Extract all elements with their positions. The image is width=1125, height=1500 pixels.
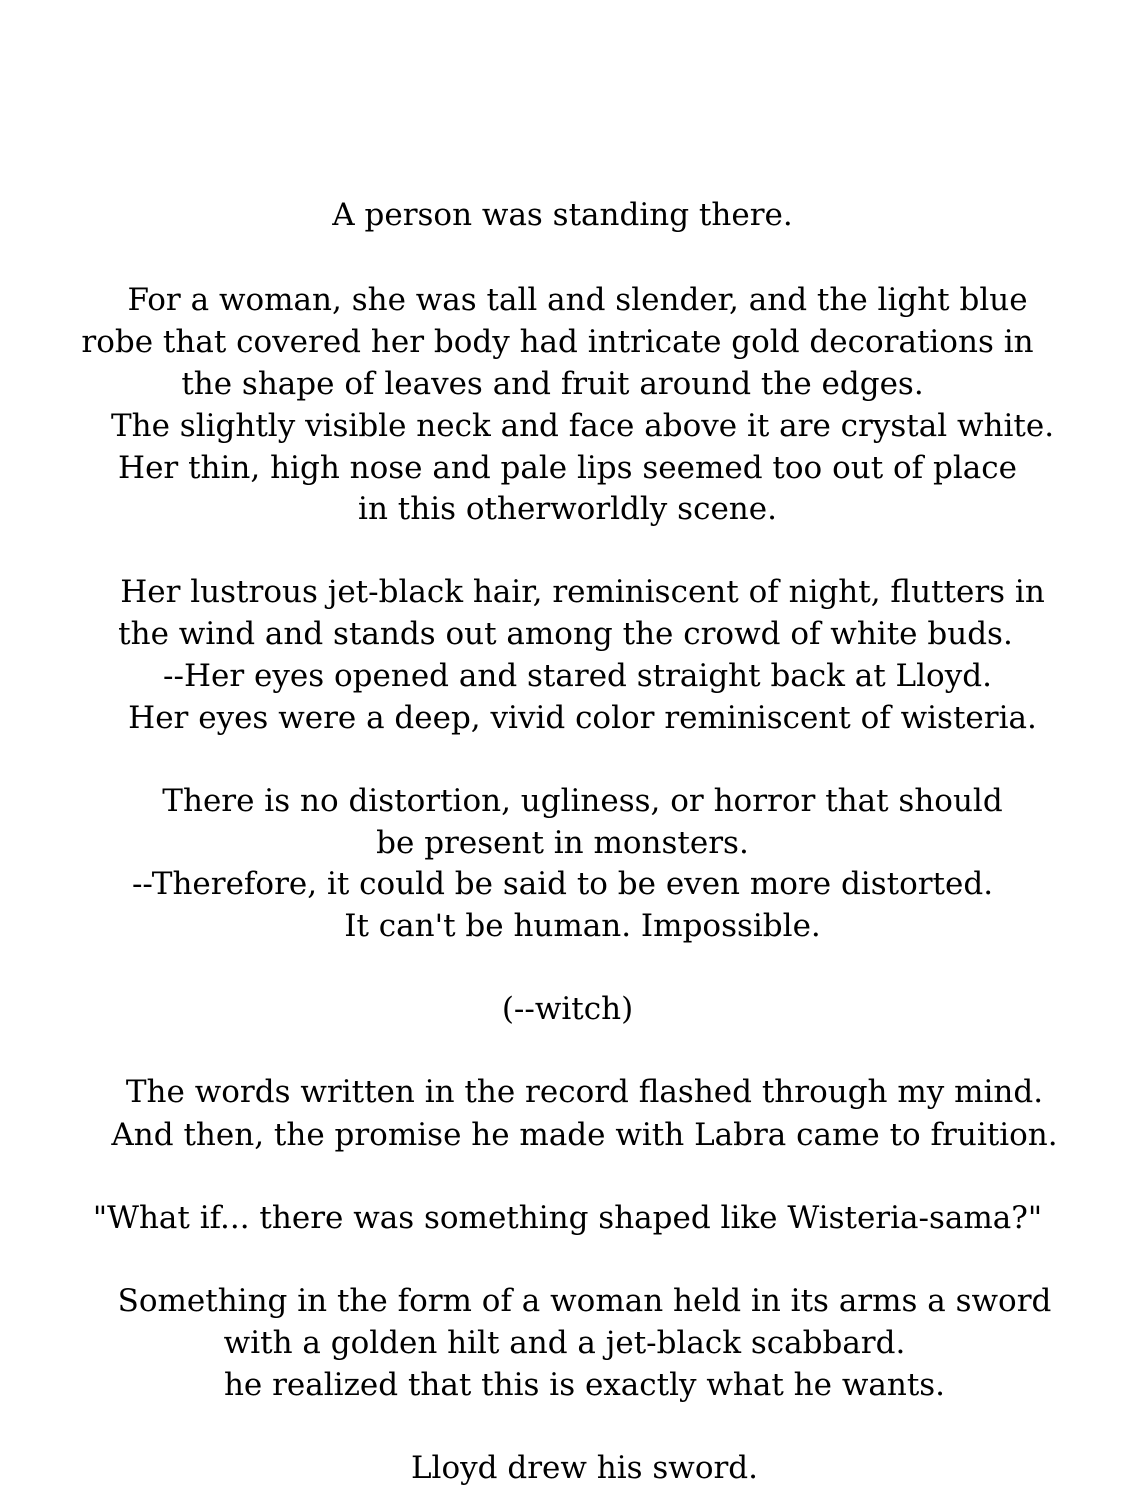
text-line: Her thin, high nose and pale lips seemed too out of place	[118, 450, 1017, 486]
text-line: be present in monsters.	[376, 825, 749, 861]
text-line: And then, the promise he made with Labra came to fruition.	[111, 1117, 1058, 1153]
text-line: The slightly visible neck and face above it are crystal white.	[110, 408, 1055, 444]
text-line: Something in the form of a woman held in its arms a sword	[117, 1283, 1052, 1319]
text-line: For a woman, she was tall and slender, and the light blue	[127, 282, 1028, 318]
text-line: with a golden hilt and a jet-black scabbard.	[223, 1325, 906, 1361]
text-line: "What if... there was something shaped like Wisteria-sama?"	[92, 1200, 1043, 1236]
text-line: Her eyes were a deep, vivid color reminiscent of wisteria.	[128, 700, 1037, 736]
text-line: robe that covered her body had intricate gold decorations in	[81, 324, 1034, 360]
text-line: in this otherworldly scene.	[358, 491, 777, 527]
text-line: --Therefore, it could be said to be even more distorted.	[131, 866, 994, 902]
text-line: There is no distortion, ugliness, or horror that should	[162, 783, 1003, 819]
text-line: (--witch)	[501, 991, 634, 1027]
text-line: Her lustrous jet-black hair, reminiscent of night, flutters in	[120, 574, 1045, 610]
text-line: It can't be human. Impossible.	[344, 908, 821, 944]
text-line: The words written in the record flashed through my mind.	[125, 1074, 1044, 1110]
text-line: the shape of leaves and fruit around the edges.	[181, 366, 924, 402]
text-line: he realized that this is exactly what he wants.	[223, 1367, 946, 1403]
text-line: Lloyd drew his sword.	[410, 1450, 759, 1486]
text-line: the wind and stands out among the crowd of white buds.	[118, 616, 1013, 652]
text-line: --Her eyes opened and stared straight back at Lloyd.	[163, 658, 992, 694]
text-line: A person was standing there.	[332, 197, 793, 233]
